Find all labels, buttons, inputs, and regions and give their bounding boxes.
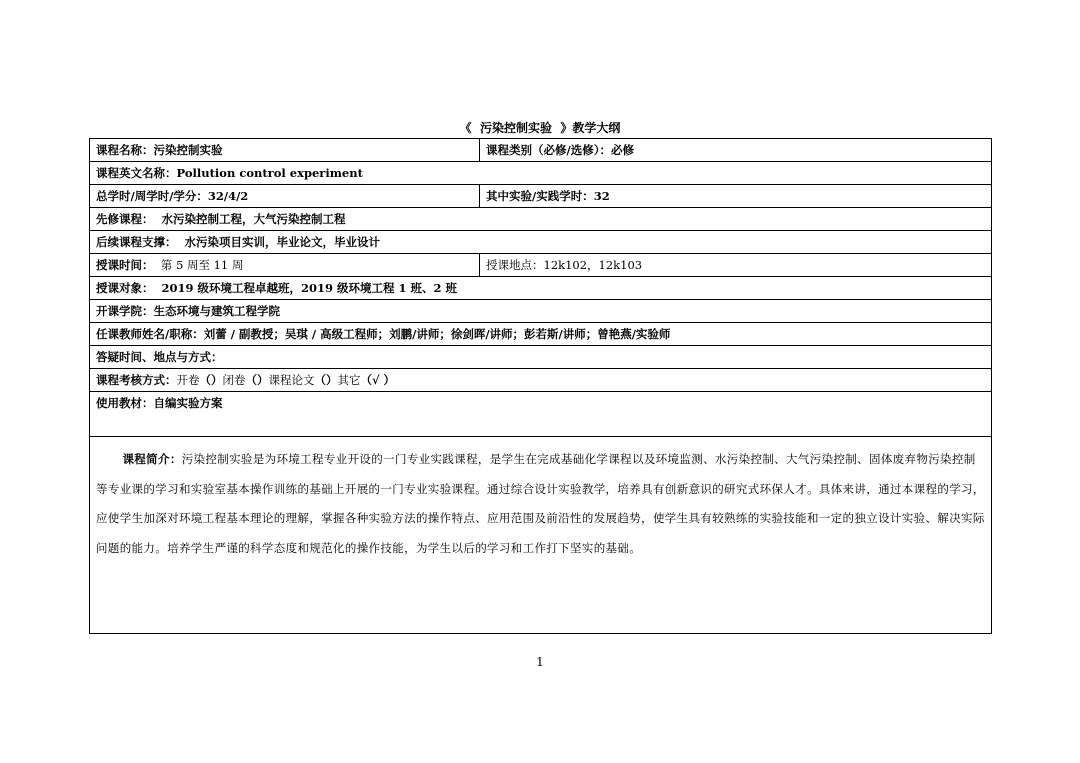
- cell-intro: [90, 437, 992, 634]
- cell-prereq: [90, 208, 992, 231]
- course-name-value: 污染控制实验: [153, 143, 223, 157]
- intro-text: 污染控制实验是为环境工程专业开设的一门专业实践课程，是学生在完成基础化学课程以及环境监测、水污染控制、大气污染控制、固体废弃物污染控制等专业课的学习和实验室基本操作训练的基础上开展的一门专业实验课程。通过综合设计实验教学，培养具有创新意识的研究式环保人才。具体来讲，通过本课程的学习，应使学生加深对环境工程基本理论的理解，掌握各种实验方法的操作特点、应用范围及前沿性的发展趋势，使学生具有较熟练的实验技能和一定的独立设计实验、解决实际问题的能力。培养学生严谨的科学态度和规范化的操作技能，为学生以后的学习和工作打下坚实的基础。: [96, 452, 985, 555]
- cell-target: [90, 277, 992, 300]
- followup-label: 后续课程支撑：: [96, 235, 177, 249]
- exam-other: 其它: [337, 373, 361, 387]
- title-suffix: 教学大纲: [572, 121, 621, 135]
- college-value: 生态环境与建筑工程学院: [153, 304, 280, 318]
- course-type-value: 必修: [610, 143, 634, 157]
- exam-label: 课程考核方式：: [96, 373, 177, 387]
- exam-other-paren: （√ ）: [360, 373, 396, 387]
- intro-paragraph: [96, 445, 985, 563]
- intro-label: 课程简介：: [122, 452, 182, 466]
- material-value: 自编实验方案: [153, 396, 223, 410]
- target-label: 授课对象：: [96, 281, 154, 295]
- followup-value: 水污染项目实训，毕业论文，毕业设计: [176, 235, 381, 249]
- title-close: 》: [552, 121, 573, 135]
- row-english-name: [90, 162, 992, 185]
- practice-label: 其中实验/实践学时：: [486, 189, 594, 203]
- syllabus-table: [89, 138, 992, 634]
- hours-value: 32/4/2: [207, 189, 249, 203]
- title-open: 《: [459, 121, 480, 135]
- page-number: 1: [536, 655, 544, 669]
- exam-closed-paren: （）: [245, 373, 269, 387]
- row-college: [90, 300, 992, 323]
- row-material: [90, 392, 992, 437]
- cell-material: [90, 392, 992, 437]
- cell-course-name: [90, 139, 480, 162]
- english-name-label: 课程英文名称：: [96, 166, 177, 180]
- title-course: 污染控制实验: [479, 121, 552, 135]
- cell-teachers: [90, 323, 992, 346]
- teachers-label: 任课教师姓名/职称：: [96, 327, 204, 341]
- row-target: [90, 277, 992, 300]
- place-value: 12k102，12k103: [543, 258, 643, 272]
- time-label: 授课时间：: [96, 258, 154, 272]
- hours-label: 总学时/周学时/学分：: [96, 189, 208, 203]
- exam-open: 开卷: [176, 373, 200, 387]
- teachers-value: 刘蕾 / 副教授；吴琪 / 高级工程师；刘鹏/讲师；徐剑晖/讲师；彭若斯/讲师；曾艳燕/实验师: [203, 327, 671, 341]
- row-intro: [90, 437, 992, 634]
- exam-open-paren: （）: [199, 373, 223, 387]
- target-value: 2019 级环境工程卓越班，2019 级环境工程 1 班、2 班: [153, 281, 458, 295]
- row-followup: [90, 231, 992, 254]
- row-exam: [90, 369, 992, 392]
- row-qa: [90, 346, 992, 369]
- english-name-value: Pollution control experiment: [176, 166, 363, 180]
- course-type-label: 课程类别（必修/选修）：: [486, 143, 611, 157]
- exam-paper: 课程论文: [268, 373, 315, 387]
- cell-course-type: [480, 139, 992, 162]
- cell-place: [480, 254, 992, 277]
- row-teachers: [90, 323, 992, 346]
- material-label: 使用教材：: [96, 396, 154, 410]
- cell-english-name: [90, 162, 992, 185]
- row-hours: [90, 185, 992, 208]
- cell-time: [90, 254, 480, 277]
- cell-exam: [90, 369, 992, 392]
- row-prereq: [90, 208, 992, 231]
- exam-paper-paren: （）: [314, 373, 338, 387]
- cell-followup: [90, 231, 992, 254]
- document-title: [0, 119, 1080, 137]
- college-label: 开课学院：: [96, 304, 154, 318]
- row-course-name: [90, 139, 992, 162]
- prereq-label: 先修课程：: [96, 212, 154, 226]
- cell-qa: [90, 346, 992, 369]
- cell-hours: [90, 185, 480, 208]
- cell-practice: [480, 185, 992, 208]
- row-time-place: [90, 254, 992, 277]
- qa-label: 答疑时间、地点与方式：: [96, 350, 223, 364]
- exam-closed: 闭卷: [222, 373, 246, 387]
- place-label: 授课地点：: [486, 258, 544, 272]
- practice-value: 32: [593, 189, 610, 203]
- cell-college: [90, 300, 992, 323]
- prereq-value: 水污染控制工程，大气污染控制工程: [153, 212, 346, 226]
- course-name-label: 课程名称：: [96, 143, 154, 157]
- time-value: 第 5 周至 11 周: [153, 258, 244, 272]
